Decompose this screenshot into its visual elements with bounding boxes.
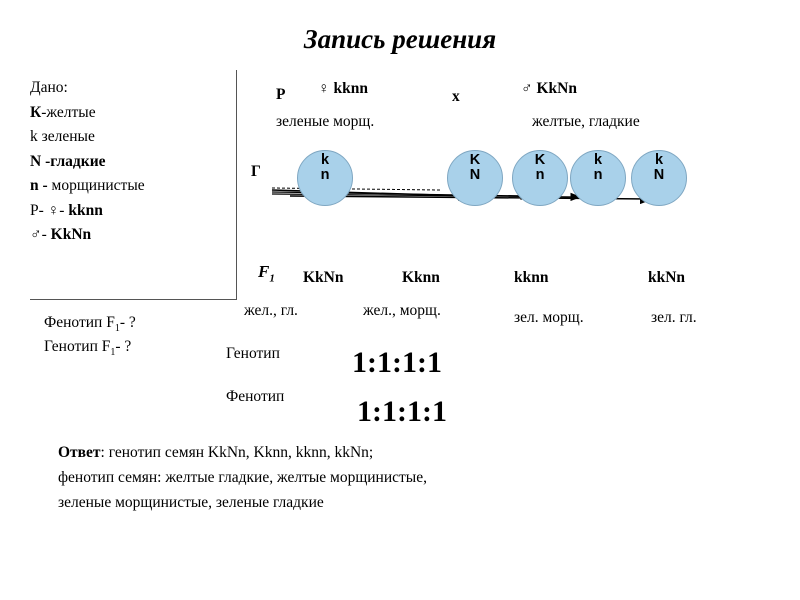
phenotype-ratio-value: 1:1:1:1 — [357, 395, 447, 428]
given-n-recessive: n - морщинистые — [30, 177, 145, 194]
question-phenotype: Фенотип $F_1-$ ? — [44, 314, 136, 335]
parents-label: Р — [276, 86, 286, 103]
gamete-circle — [570, 150, 626, 206]
gamete-circle — [512, 150, 568, 206]
page-title: Запись решения — [303, 24, 497, 54]
gamete-allele-top: k — [654, 152, 664, 168]
given-n-dominant: N -гладкие — [30, 152, 106, 170]
gamete-circle — [447, 150, 503, 206]
f1-label: $F_1$ — [258, 262, 275, 285]
gamete-allele-top: K — [534, 152, 546, 168]
f1-phenotype: жел., морщ. — [363, 302, 441, 319]
gamete-allele-top: k — [320, 152, 330, 168]
f1-phenotype: жел., гл. — [244, 302, 298, 319]
male-parent-genotype: ♂ KkNn — [521, 80, 577, 97]
f1-genotype: kkNn — [648, 269, 686, 286]
gamete-allele-top: k — [593, 152, 603, 168]
genotype-ratio-value: 1:1:1:1 — [352, 346, 442, 379]
answer-line-1: Ответ: генотип семян KkNn, Kknn, kknn, kkNn; — [58, 444, 374, 461]
given-female-parent: Р- ♀- kknn — [30, 201, 103, 219]
f1-genotype: KkNn — [303, 269, 344, 286]
question-genotype: Генотип $F_1-$ ? — [44, 338, 132, 359]
gametes-label: Г — [251, 163, 261, 180]
phenotype-ratio-label: Фенотип — [226, 388, 285, 405]
female-parent-genotype: ♀ kknn — [318, 80, 368, 97]
f1-genotype: Kknn — [402, 269, 440, 286]
gamete-allele-top: K — [469, 152, 481, 168]
given-k-dominant: К-желтые — [30, 103, 96, 121]
f1-genotype: kknn — [514, 269, 549, 286]
f1-phenotype: зел. морщ. — [514, 309, 584, 326]
answer-line-2: фенотип семян: желтые гладкие, желтые морщинистые, — [58, 469, 427, 486]
genotype-ratio-label: Генотип — [226, 345, 280, 362]
given-heading: Дано: — [30, 79, 68, 96]
arrow-line — [272, 188, 440, 190]
gamete-allele-bottom: n — [535, 167, 545, 183]
male-parent-phenotype: желтые, гладкие — [532, 113, 640, 130]
answer-block — [58, 440, 427, 515]
answer-line-3: зеленые морщинистые, зеленые гладкие — [58, 494, 324, 511]
cross-sign: х — [452, 88, 460, 105]
gamete-circle — [631, 150, 687, 206]
given-male-parent: ♂- KkNn — [30, 226, 92, 243]
f1-phenotype: зел. гл. — [651, 309, 697, 326]
gamete-allele-bottom: n — [593, 167, 603, 183]
gamete-allele-bottom: n — [320, 167, 330, 183]
given-k-recessive: k зеленые — [30, 128, 95, 145]
gamete-circle — [297, 150, 353, 206]
gamete-allele-bottom: N — [653, 167, 665, 183]
gamete-allele-bottom: N — [469, 167, 481, 183]
female-parent-phenotype: зеленые морщ. — [276, 113, 375, 130]
